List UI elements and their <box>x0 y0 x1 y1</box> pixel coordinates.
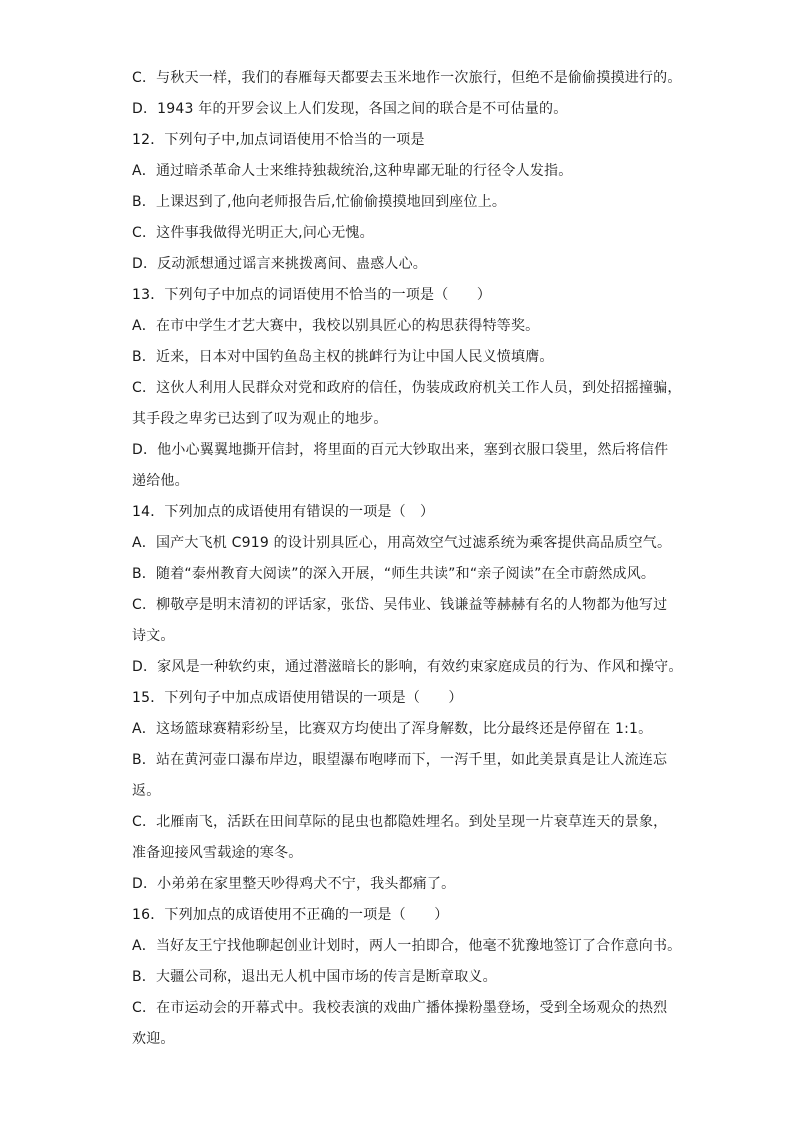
q13-option-c-cont: 其手段之卑劣已达到了叹为观止的地步。 <box>132 411 388 427</box>
q15-option-c-cont: 准备迎接风雪载途的寒冬。 <box>132 845 303 861</box>
q14-option-a: A．国产大飞机 C919 的设计别具匠心，用高效空气过滤系统为乘客提供高品质空气。 <box>132 535 672 551</box>
q12-option-b: B．上课迟到了,他向老师报告后,忙偷偷摸摸地回到座位上。 <box>132 194 507 210</box>
q13-option-b: B．近来，日本对中国钓鱼岛主权的挑衅行为让中国人民义愤填膺。 <box>132 349 554 365</box>
q15-option-d: D．小弟弟在家里整天吵得鸡犬不宁，我头都痛了。 <box>132 876 456 892</box>
q14-option-b: B．随着“泰州教育大阅读”的深入开展，“师生共读”和“亲子阅读”在全市蔚然成风。 <box>132 566 656 582</box>
q14-option-d: D．家风是一种软约束，通过潜滋暗长的影响，有效约束家庭成员的行为、作风和操守。 <box>132 659 683 675</box>
question-12: 12．下列句子中,加点词语使用不恰当的一项是 <box>132 132 425 148</box>
question-13: 13．下列句子中加点的词语使用不恰当的一项是（ ） <box>132 287 492 303</box>
q16-option-c-cont: 欢迎。 <box>132 1031 175 1047</box>
question-14: 14．下列加点的成语使用有错误的一项是（ ） <box>132 504 435 520</box>
option-d-line: D．1943 年的开罗会议上人们发现，各国之间的联合是不可估量的。 <box>132 101 568 117</box>
q15-option-b: B．站在黄河壶口瀑布岸边，眼望瀑布咆哮而下，一泻千里，如此美景真是让人流连忘 <box>132 752 668 768</box>
q12-option-c: C．这件事我做得光明正大,问心无愧。 <box>132 225 374 241</box>
q16-option-b: B．大疆公司称，退出无人机中国市场的传言是断章取义。 <box>132 969 497 985</box>
q15-option-c: C．北雁南飞，活跃在田间草际的昆虫也都隐姓埋名。到处呈现一片衰草连天的景象， <box>132 814 668 830</box>
q15-option-b-cont: 返。 <box>132 783 161 799</box>
q13-option-d-cont: 递给他。 <box>132 473 189 489</box>
q15-option-a: A．这场篮球赛精彩纷呈，比赛双方均使出了浑身解数，比分最终还是停留在 1:1。 <box>132 721 653 737</box>
q13-option-c: C．这伙人利用人民群众对党和政府的信任，伪装成政府机关工作人员，到处招摇撞骗， <box>132 380 682 396</box>
text-body <box>132 63 683 1055</box>
q12-option-d: D．反动派想通过谣言来挑拨离间、蛊惑人心。 <box>132 256 427 272</box>
question-15: 15．下列句子中加点成语使用错误的一项是（ ） <box>132 690 463 706</box>
q13-option-d: D．他小心翼翼地撕开信封，将里面的百元大钞取出来，塞到衣服口袋里，然后将信件 <box>132 442 669 458</box>
q12-option-a: A．通过暗杀革命人士来维持独裁统治,这种卑鄙无耻的行径令人发指。 <box>132 163 573 179</box>
q16-option-a: A．当好友王宁找他聊起创业计划时，两人一拍即合，他毫不犹豫地签订了合作意向书。 <box>132 938 682 954</box>
q14-option-c: C．柳敬亭是明末清初的评话家，张岱、吴伟业、钱谦益等赫赫有名的人物都为他写过 <box>132 597 668 613</box>
option-c-line: C．与秋天一样，我们的春雁每天都要去玉米地作一次旅行，但绝不是偷偷摸摸进行的。 <box>132 70 682 86</box>
question-16: 16．下列加点的成语使用不正确的一项是（ ） <box>132 907 449 923</box>
q14-option-c-cont: 诗文。 <box>132 628 175 644</box>
q16-option-c: C．在市运动会的开幕式中。我校表演的戏曲广播体操粉墨登场，受到全场观众的热烈 <box>132 1000 668 1016</box>
q13-option-a: A．在市中学生才艺大赛中，我校以别具匠心的构思获得特等奖。 <box>132 318 540 334</box>
